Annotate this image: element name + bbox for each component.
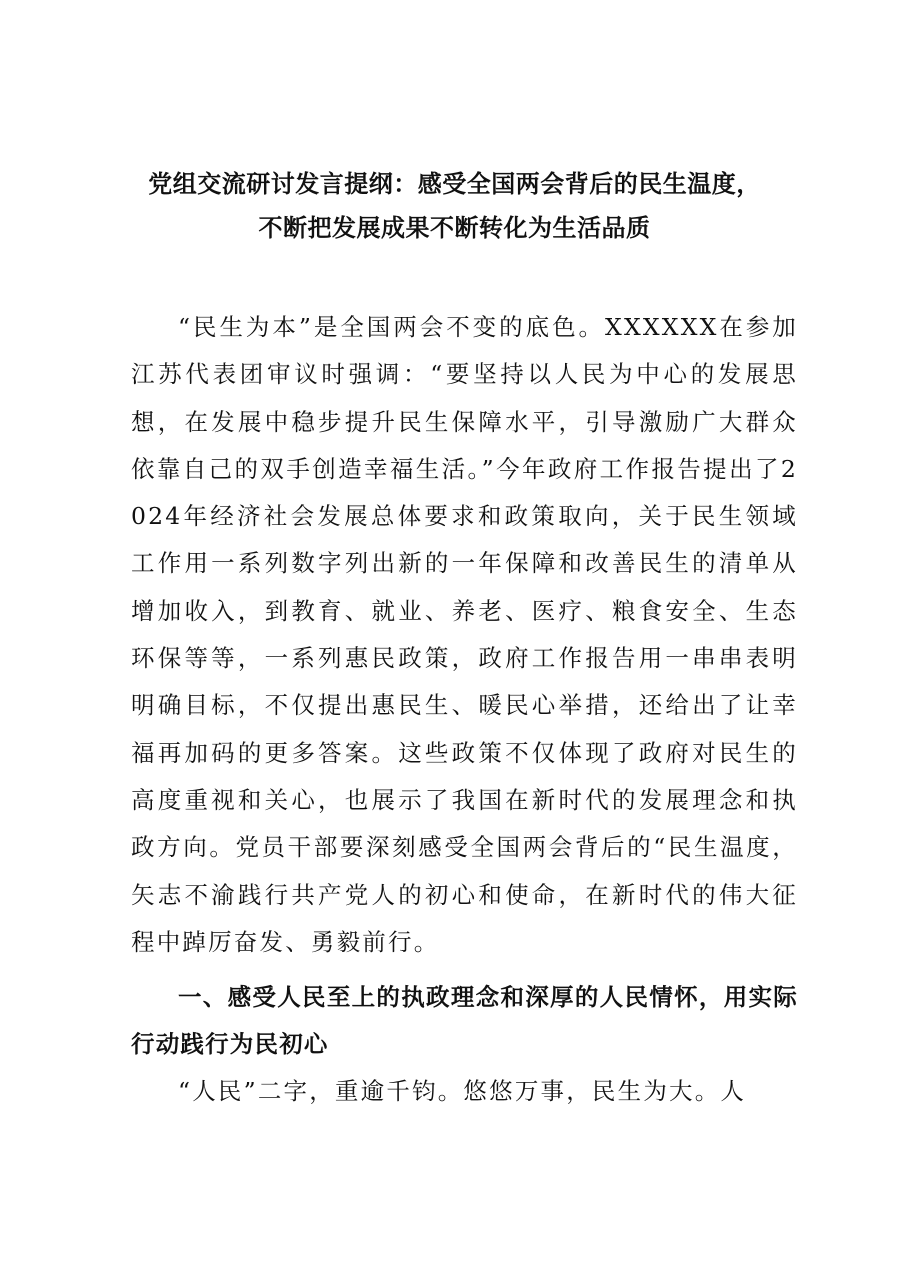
body-paragraph-2: “人民”二字，重逾千钧。悠悠万事，民生为大。人: [178, 1077, 747, 1105]
document-title-line-2: 不断把发展成果不断转化为生活品质: [258, 213, 651, 242]
body-paragraph-1: “民生为本”是全国两会不变的底色。XXXXXX在参加江苏代表团审议时强调：“要坚持以人民为中心的发展思想，在发展中稳步提升民生保障水平，引导激励广大群众依靠自己的双手创造幸福生活。”今年政府工作报告提出了2024年经济社会发展总体要求和政策取向，关于民生领域工作用一系列数字列出新的一年保障和改善民生的清单从增加收入，到教育、就业、养老、医疗、粮食安全、生态环保等等，一系列惠民政策，政府工作报告用一串串表明明确目标，不仅提出惠民生、暖民心举措，还给出了让幸福再加码的更多答案。这些政策不仅体现了政府对民生的高度重视和关心，也展示了我国在新时代的发展理念和执政方向。党员干部要深刻感受全国两会背后的“民生温度，矢志不渝践行共产党人的初心和使命，在新时代的伟大征程中踔厉奋发、勇毅前行。: [131, 313, 798, 956]
section-heading-1: 一、感受人民至上的执政理念和深厚的人民情怀，用实际行动践行为民初心: [131, 983, 798, 1058]
document-title-line-1: 党组交流研讨发言提纲：感受全国两会背后的民生温度，: [148, 169, 761, 198]
